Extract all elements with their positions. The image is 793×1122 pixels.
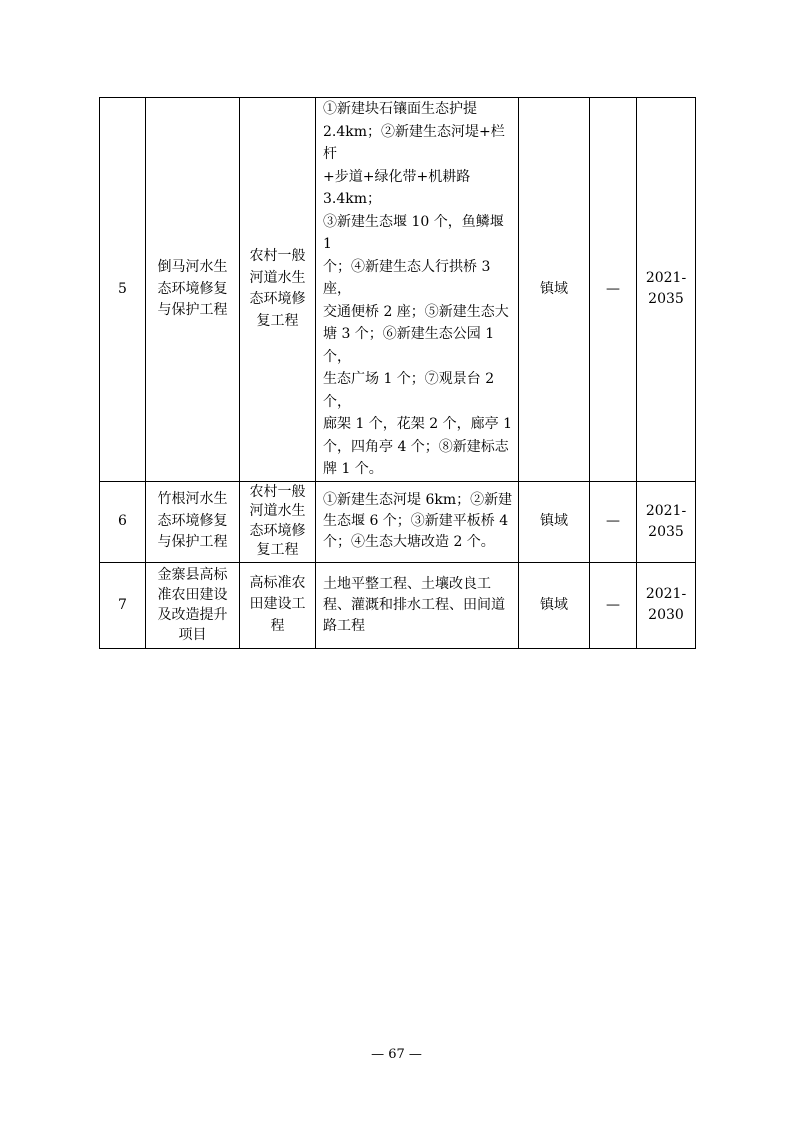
empty-value: —	[590, 481, 637, 562]
project-years: 2021- 2035	[637, 481, 696, 562]
project-name: 竹根河水生 态环境修复 与保护工程	[146, 481, 240, 562]
table-row	[100, 481, 696, 562]
project-content: ①新建块石镶面生态护提 2.4km；②新建生态河堤+栏杆 +步道+绿化带+机耕路 3.4km； ③新建生态堰 10 个，鱼鳞堰 1 个；④新建生态人行拱桥 3 座， 交通便桥 2 座；⑤新建生态大 塘 3 个；⑥新建生态公园 1 个， 生态广场 1 个；⑦观景台 2 个， 廊架 1 个，花架 2 个，廊亭 1 个，四角亭 4 个；⑧新建标志 牌 1 个。	[316, 98, 519, 482]
row-number: 7	[100, 562, 146, 648]
project-name: 倒马河水生 态环境修复 与保护工程	[146, 98, 240, 482]
project-scope: 镇域	[519, 98, 590, 482]
project-category: 高标准农 田建设工 程	[240, 562, 316, 648]
project-name: 金寨县高标 准农田建设 及改造提升 项目	[146, 562, 240, 648]
project-years: 2021- 2030	[637, 562, 696, 648]
project-content: 土地平整工程、土壤改良工 程、灌溉和排水工程、田间道 路工程	[316, 562, 519, 648]
page-number: — 67 —	[371, 1047, 422, 1062]
empty-value: —	[590, 562, 637, 648]
table-row	[100, 562, 696, 648]
project-scope: 镇域	[519, 562, 590, 648]
project-category: 农村一般 河道水生 态环境修 复工程	[240, 98, 316, 482]
project-years: 2021- 2035	[637, 98, 696, 482]
table-row	[100, 98, 696, 482]
project-scope: 镇域	[519, 481, 590, 562]
row-number: 6	[100, 481, 146, 562]
project-table	[99, 97, 696, 649]
project-category: 农村一般 河道水生 态环境修 复工程	[240, 481, 316, 562]
row-number: 5	[100, 98, 146, 482]
empty-value: —	[590, 98, 637, 482]
project-content: ①新建生态河堤 6km；②新建 生态堰 6 个；③新建平板桥 4 个；④生态大塘改造 2 个。	[316, 481, 519, 562]
